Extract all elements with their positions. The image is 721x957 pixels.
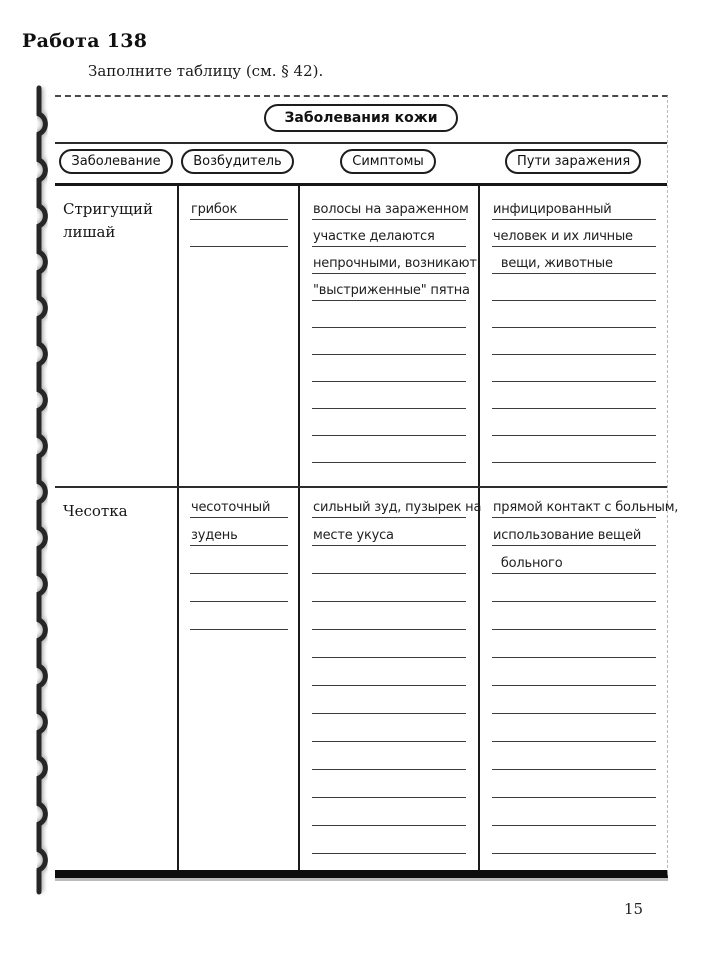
answer-text: волосы на зараженном xyxy=(313,202,469,217)
answer-line xyxy=(492,220,656,247)
answer-text: вещи, животные xyxy=(493,256,613,271)
blank-line xyxy=(312,742,466,770)
blank-line xyxy=(312,798,466,826)
answer-line xyxy=(492,546,656,574)
page-title: Работа 138 xyxy=(22,30,148,52)
answer-text: человек и их личные xyxy=(493,229,633,244)
symptoms-cell xyxy=(298,488,482,870)
answer-line xyxy=(312,193,469,220)
column-header-label: Возбудитель xyxy=(181,149,293,174)
answer-line xyxy=(312,490,482,518)
answer-line xyxy=(492,247,656,274)
blank-line xyxy=(312,602,466,630)
answer-text: "выстриженные" пятна xyxy=(313,283,470,298)
answer-line xyxy=(312,220,466,247)
blank-line xyxy=(312,826,466,854)
blank-line xyxy=(312,382,466,409)
blank-line xyxy=(492,409,656,436)
column-header-label: Симптомы xyxy=(340,149,435,174)
answer-line xyxy=(312,247,477,274)
blank-line xyxy=(492,770,656,798)
blank-line xyxy=(312,546,466,574)
pathogen-cell xyxy=(177,488,298,870)
table-title-row xyxy=(55,97,667,142)
column-header-infection-paths xyxy=(478,149,668,178)
blank-line xyxy=(492,798,656,826)
page-number: 15 xyxy=(624,900,644,918)
answer-text: чесоточный xyxy=(191,500,271,515)
answer-text: инфицированный xyxy=(493,202,612,217)
answer-text: зудень xyxy=(191,528,238,543)
column-header-disease xyxy=(55,149,177,178)
blank-line xyxy=(492,686,656,714)
answer-text: сильный зуд, пузырек на xyxy=(313,500,482,515)
instruction-text: Заполните таблицу (см. § 42). xyxy=(88,62,324,80)
answer-text: участке делаются xyxy=(313,229,435,244)
blank-line xyxy=(492,274,656,301)
disease-name-cell xyxy=(55,488,177,870)
blank-line xyxy=(492,658,656,686)
blank-line xyxy=(190,602,288,630)
blank-line xyxy=(312,328,466,355)
answer-line xyxy=(492,518,656,546)
column-header-pathogen xyxy=(177,149,298,178)
disease-name-cell xyxy=(55,186,177,486)
answer-text: прямой контакт с больным, xyxy=(493,500,679,515)
column-header-symptoms xyxy=(298,149,478,178)
blank-line xyxy=(492,355,656,382)
blank-line xyxy=(190,574,288,602)
blank-line xyxy=(492,602,656,630)
pathogen-cell xyxy=(177,186,298,486)
table-row-ringworm xyxy=(55,186,667,488)
column-header-label: Пути заражения xyxy=(505,149,641,174)
column-header-label: Заболевание xyxy=(59,149,172,174)
answer-line xyxy=(190,490,288,518)
blank-line xyxy=(492,714,656,742)
answer-line xyxy=(492,193,656,220)
blank-line xyxy=(492,436,656,463)
answer-text: месте укуса xyxy=(313,528,394,543)
answer-text: использование вещей xyxy=(493,528,642,543)
symptoms-cell xyxy=(298,186,478,486)
answer-text: непрочными, возникают xyxy=(313,256,477,271)
answer-line xyxy=(190,193,288,220)
disease-name: Чесотка xyxy=(63,502,128,520)
table-title-badge: Заболевания кожи xyxy=(264,104,457,132)
infection-paths-cell xyxy=(478,488,679,870)
answer-text: грибок xyxy=(191,202,238,217)
answer-line xyxy=(312,518,466,546)
blank-line xyxy=(312,658,466,686)
blank-line xyxy=(492,301,656,328)
blank-line xyxy=(312,630,466,658)
blank-line xyxy=(312,355,466,382)
blank-line xyxy=(312,301,466,328)
blank-line xyxy=(312,409,466,436)
table-row-scabies xyxy=(55,488,679,870)
disease-name: Стригущий лишай xyxy=(63,200,153,241)
blank-line xyxy=(492,328,656,355)
infection-paths-cell xyxy=(478,186,668,486)
blank-line xyxy=(190,220,288,247)
blank-line xyxy=(492,630,656,658)
blank-line xyxy=(492,574,656,602)
blank-line xyxy=(492,382,656,409)
table-header-row xyxy=(55,142,667,186)
answer-line xyxy=(190,518,288,546)
diseases-table xyxy=(55,95,679,878)
blank-line xyxy=(312,574,466,602)
blank-line xyxy=(312,686,466,714)
blank-line xyxy=(492,826,656,854)
blank-line xyxy=(190,546,288,574)
blank-line xyxy=(492,742,656,770)
answer-line xyxy=(492,490,679,518)
blank-line xyxy=(312,436,466,463)
answer-line xyxy=(312,274,470,301)
blank-line xyxy=(312,770,466,798)
answer-text: больного xyxy=(493,556,563,571)
blank-line xyxy=(312,714,466,742)
